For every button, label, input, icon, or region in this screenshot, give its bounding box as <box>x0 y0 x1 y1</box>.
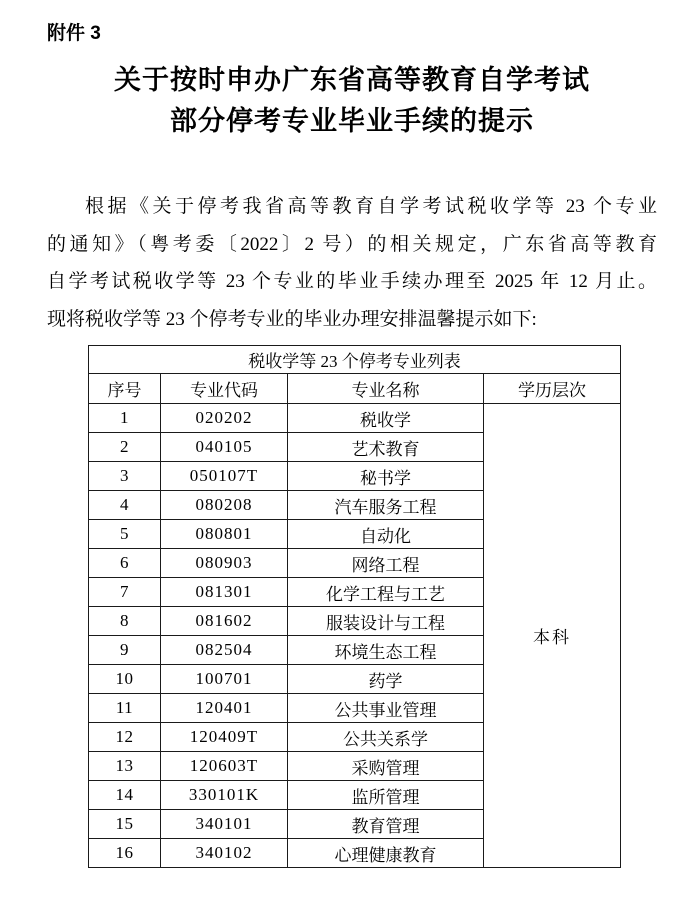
page-title <box>47 60 657 142</box>
column-header-level: 学历层次 <box>484 374 621 404</box>
cell-serial-number: 7 <box>89 578 161 607</box>
cell-major-code: 082504 <box>161 636 288 665</box>
body-paragraph <box>47 188 657 338</box>
table-title-row <box>89 346 621 374</box>
cell-major-code: 120409T <box>161 723 288 752</box>
cell-serial-number: 1 <box>89 404 161 433</box>
column-header-no: 序号 <box>89 374 161 404</box>
paragraph-line: 现将税收学等 23 个停考专业的毕业办理安排温馨提示如下: <box>47 308 537 330</box>
cell-major-name: 教育管理 <box>288 810 484 839</box>
cell-major-code: 040105 <box>161 433 288 462</box>
cell-serial-number: 16 <box>89 839 161 868</box>
cell-serial-number: 3 <box>89 462 161 491</box>
cell-serial-number: 15 <box>89 810 161 839</box>
cell-serial-number: 6 <box>89 549 161 578</box>
cell-serial-number: 5 <box>89 520 161 549</box>
cell-major-name: 网络工程 <box>288 549 484 578</box>
majors-table <box>88 345 621 868</box>
cell-serial-number: 2 <box>89 433 161 462</box>
cell-serial-number: 4 <box>89 491 161 520</box>
attachment-label: 附件 3 <box>47 23 101 44</box>
cell-serial-number: 9 <box>89 636 161 665</box>
cell-major-code: 080903 <box>161 549 288 578</box>
table-row <box>89 404 621 433</box>
cell-major-code: 340102 <box>161 839 288 868</box>
paragraph-line: 根据《关于停考我省高等教育自学考试税收学等 23 个专业 <box>85 196 657 217</box>
cell-major-code: 330101K <box>161 781 288 810</box>
table-header-row <box>89 374 621 404</box>
cell-major-name: 秘书学 <box>288 462 484 491</box>
cell-education-level: 本科 <box>484 404 621 868</box>
cell-serial-number: 10 <box>89 665 161 694</box>
cell-major-name: 公共事业管理 <box>288 694 484 723</box>
cell-serial-number: 13 <box>89 752 161 781</box>
table-title: 税收学等 23 个停考专业列表 <box>89 346 621 374</box>
cell-major-code: 120401 <box>161 694 288 723</box>
cell-major-name: 化学工程与工艺 <box>288 578 484 607</box>
cell-major-name: 艺术教育 <box>288 433 484 462</box>
majors-table-body <box>89 346 621 868</box>
page-title-line-1: 关于按时申办广东省高等教育自学考试 <box>114 65 590 95</box>
cell-major-name: 环境生态工程 <box>288 636 484 665</box>
cell-major-code: 081301 <box>161 578 288 607</box>
page-title-line-2: 部分停考专业毕业手续的提示 <box>170 106 534 136</box>
cell-serial-number: 8 <box>89 607 161 636</box>
cell-major-code: 081602 <box>161 607 288 636</box>
paragraph-line: 的通知》（粤考委〔2022〕2 号）的相关规定，广东省高等教育 <box>47 233 657 255</box>
cell-serial-number: 11 <box>89 694 161 723</box>
cell-major-name: 税收学 <box>288 404 484 433</box>
cell-serial-number: 12 <box>89 723 161 752</box>
column-header-code: 专业代码 <box>161 374 288 404</box>
cell-major-name: 药学 <box>288 665 484 694</box>
cell-major-name: 公共关系学 <box>288 723 484 752</box>
cell-major-code: 120603T <box>161 752 288 781</box>
column-header-name: 专业名称 <box>288 374 484 404</box>
cell-major-code: 100701 <box>161 665 288 694</box>
cell-major-code: 080208 <box>161 491 288 520</box>
cell-major-name: 监所管理 <box>288 781 484 810</box>
paragraph-line: 自学考试税收学等 23 个专业的毕业手续办理至 2025 年 12 月止。 <box>47 271 657 292</box>
cell-major-name: 心理健康教育 <box>288 839 484 868</box>
cell-major-code: 340101 <box>161 810 288 839</box>
cell-major-name: 自动化 <box>288 520 484 549</box>
cell-major-code: 020202 <box>161 404 288 433</box>
cell-serial-number: 14 <box>89 781 161 810</box>
cell-major-code: 050107T <box>161 462 288 491</box>
cell-major-name: 采购管理 <box>288 752 484 781</box>
cell-major-code: 080801 <box>161 520 288 549</box>
cell-major-name: 汽车服务工程 <box>288 491 484 520</box>
cell-major-name: 服装设计与工程 <box>288 607 484 636</box>
